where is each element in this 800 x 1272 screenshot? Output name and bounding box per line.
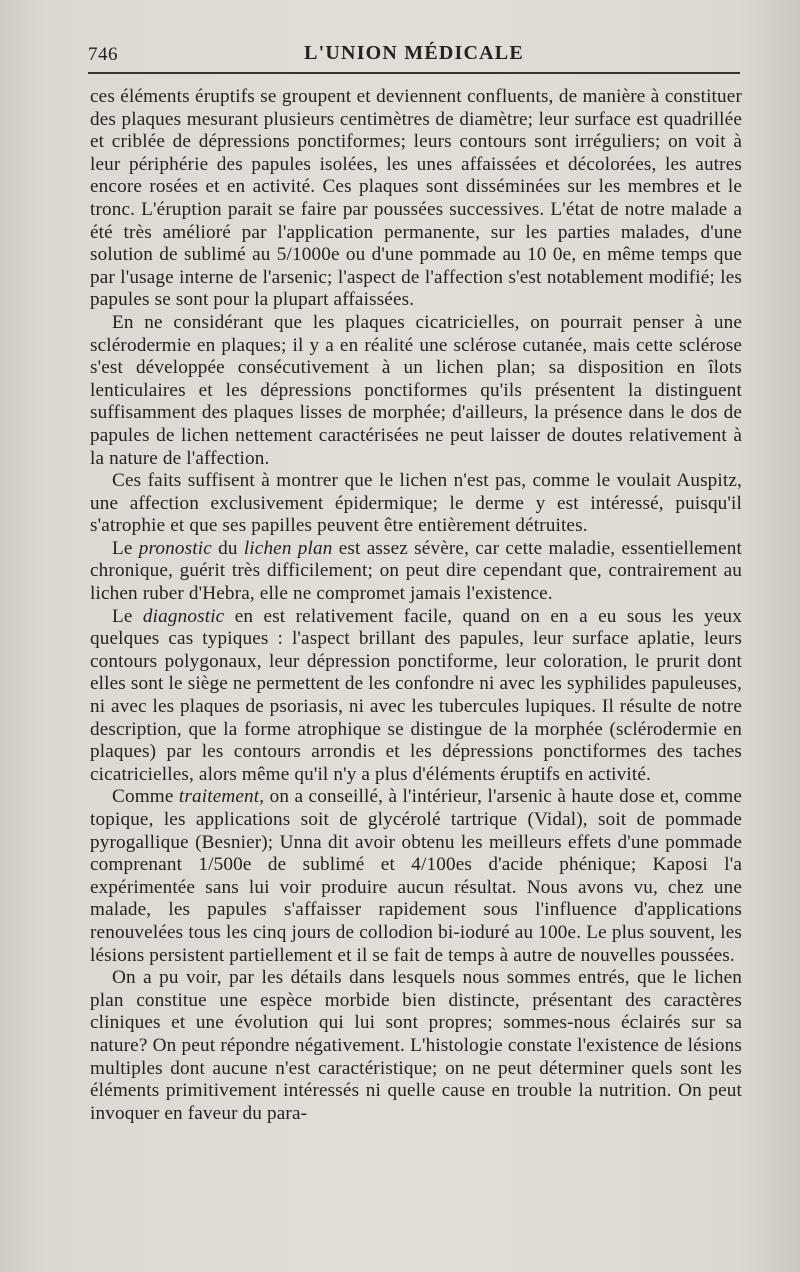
paragraph-6-post: , on a conseillé, à l'intérieur, l'arsenic à haute dose et, comme topique, les applications soit de glycérolé tartrique (Vidal), soit de pommade pyrogallique (Besnier); Unna dit avoir obtenu les meilleurs effets d'une pommade comprenant 1/500e de sublimé et 4/100es d'acide phénique; Kaposi l'a expérimentée sans lui voir produire aucun résultat. Nous avons vu, chez une malade, les papules s'affaisser rapidement sous l'influence d'applications renouvelées tous les cinq jours de collodion bi-ioduré au 100e. Le plus souvent, les lésions persistent partiellement et il se fait de temps à autre de nouvelles poussées. <box>90 786 742 966</box>
paragraph-5-post: en est relativement facile, quand on en a eu sous les yeux quelques cas typiques : l'aspect brillant des papules, leur surface aplatie, leurs contours polygonaux, leur dépression ponctiforme, leur coloration, le prurit dont elles sont le siège ne permettent de les confondre ni avec les syphilides papuleuses, ni avec les plaques de psoriasis, ni avec les tubercules lupiques. Il résulte de notre description, que la forme atrophique se distingue de la morphée (sclérodermie en plaques) par les contours arrondis et les dépressions ponctiformes des taches cicatricielles, alors même qu'il n'y a plus d'éléments éruptifs en activité. <box>90 605 742 785</box>
body-text <box>90 86 742 1125</box>
paragraph-4-pre: Le <box>112 537 139 559</box>
paragraph-4-post: est assez sévère, car cette maladie, essentiellement chronique, guérit très difficilement; on peut dire cependant que, contrairement au lichen ruber d'Hebra, elle ne compromet jamais l'existence. <box>90 537 742 605</box>
paragraph-4-term-lichen-plan: lichen plan <box>243 537 333 559</box>
paragraph-6 <box>90 786 742 967</box>
paragraph-4-term-pronostic: pronostic <box>138 537 212 559</box>
paragraph-5-pre: Le <box>112 605 143 627</box>
paragraph-6-pre: Comme <box>112 786 179 808</box>
paragraph-2: En ne considérant que les plaques cicatricielles, on pourrait penser à une sclérodermie en plaques; il y a en réalité une sclérose cutanée, mais cette sclérose s'est développée consécutivement à un lichen plan; sa disposition en îlots lenticulaires et les dépressions ponctiformes qu'ils présentent la distinguent suffisamment des plaques lisses de morphée; d'ailleurs, la présence dans le dos de papules de lichen nettement caractérisées ne peut laisser de doutes relativement à la nature de l'affection. <box>90 311 742 469</box>
page-number: 746 <box>88 44 118 65</box>
paragraph-4-mid: du <box>211 537 244 559</box>
paragraph-6-term-traitement: traitement <box>178 786 260 808</box>
paragraph-4 <box>90 538 742 606</box>
header-rule <box>88 72 740 74</box>
paragraph-5 <box>90 606 742 787</box>
paragraph-3: Ces faits suffisent à montrer que le lichen n'est pas, comme le voulait Auspitz, une affection exclusivement épidermique; le derme y est intéressé, puisqu'il s'atrophie et que ses papilles peuvent être entièrement détruites. <box>90 470 742 537</box>
paragraph-5-term-diagnostic: diagnostic <box>142 605 225 627</box>
page-header <box>88 40 740 74</box>
paragraph-1: ces éléments éruptifs se groupent et deviennent confluents, de manière à constituer des plaques mesurant plusieurs centimètres de diamètre; leur surface est quadrillée et criblée de dépressions ponctiformes; leurs contours sont irréguliers; on voit à leur périphérie des papules isolées, les unes affaissées et décolorées, les autres encore rosées et en activité. Ces plaques sont disséminées sur les membres et le tronc. L'éruption parait se faire par poussées successives. L'état de notre malade a été très amélioré par l'application permanente, sur les parties malades, d'une solution de sublimé au 5/1000e ou d'une pommade au 10 0e, en même temps que par l'usage interne de l'arsenic; l'aspect de l'affection s'est notablement modifié; les papules se sont pour la plupart affaissées. <box>90 86 742 311</box>
paragraph-7: On a pu voir, par les détails dans lesquels nous sommes entrés, que le lichen plan constitue une espèce morbide bien distincte, présentant des caractères cliniques et une évolution qui lui sont propres; sommes-nous éclairés sur sa nature? On peut répondre négativement. L'histologie constate l'existence de lésions multiples dont aucune n'est caractéristique; on ne peut déterminer quels sont les éléments primitivement intéressés ni quelle cause en trouble la nutrition. On peut invoquer en faveur du para- <box>90 967 742 1124</box>
running-title: L'UNION MÉDICALE <box>304 42 524 64</box>
